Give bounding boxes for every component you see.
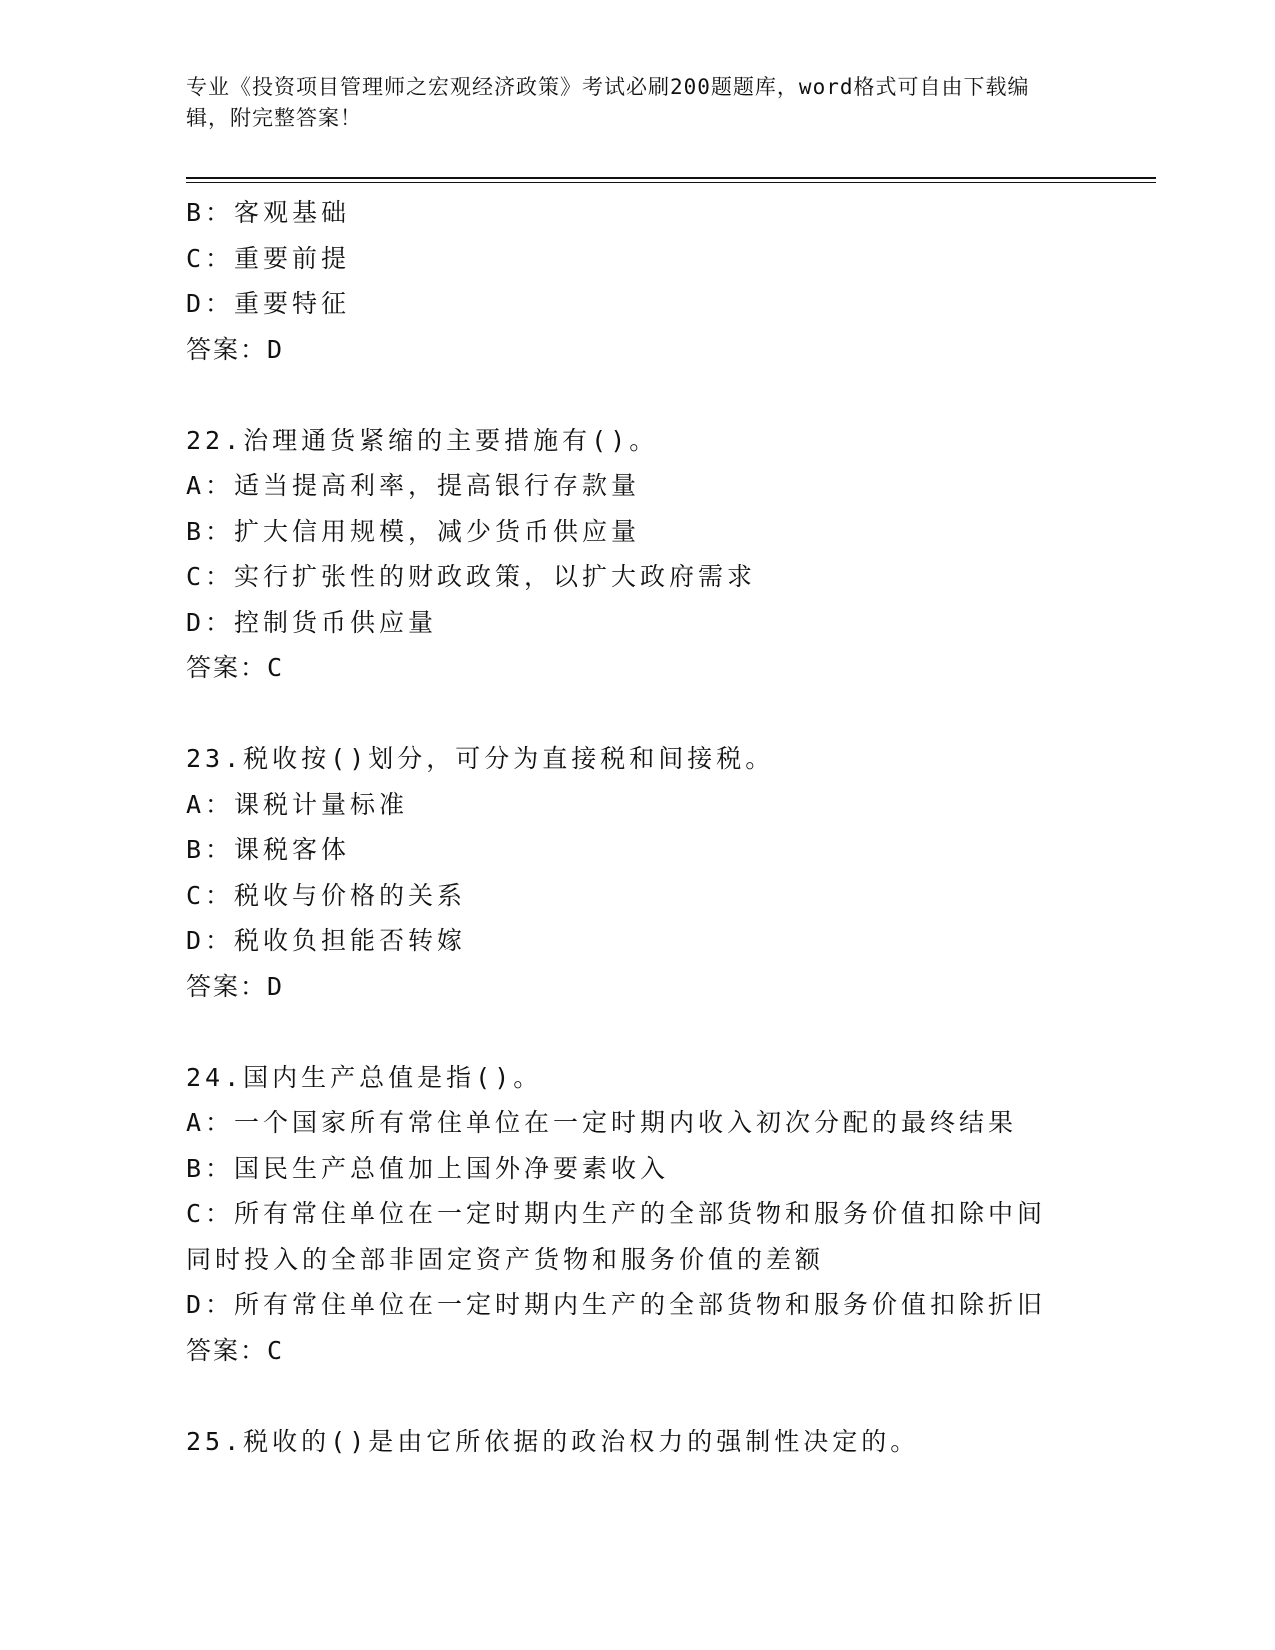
option-c: C：实行扩张性的财政政策，以扩大政府需求 — [186, 562, 757, 591]
option-d: D：控制货币供应量 — [186, 607, 438, 637]
option-d: D：重要特征 — [186, 289, 351, 318]
option-c: C：重要前提 — [186, 243, 351, 273]
option-b: B：国民生产总值加上国外净要素收入 — [186, 1153, 670, 1183]
option-a: A：课税计量标准 — [186, 789, 409, 819]
option-b: B：扩大信用规模，减少货币供应量 — [186, 516, 641, 546]
question-23: 23.税收按()划分，可分为直接税和间接税。 — [186, 744, 775, 773]
answer-line: 答案：C — [186, 1335, 285, 1365]
option-a: A：一个国家所有常住单位在一定时期内收入初次分配的最终结果 — [186, 1108, 1018, 1137]
option-a: A：适当提高利率，提高银行存款量 — [186, 471, 641, 500]
header-rule-thick — [186, 177, 1156, 179]
question-list — [186, 190, 1086, 1464]
document-page — [186, 0, 1156, 1650]
option-b: B：客观基础 — [186, 198, 351, 227]
option-d: D：所有常住单位在一定时期内生产的全部货物和服务价值扣除折旧 — [186, 1290, 1047, 1319]
option-b: B：课税客体 — [186, 835, 351, 864]
question-24: 24.国内生产总值是指()。 — [186, 1062, 543, 1092]
document-header: 专业《投资项目管理师之宏观经济政策》考试必刷200题题库，word格式可自由下载编辑，附完整答案！ — [186, 75, 1030, 130]
header-rule-thin — [186, 182, 1156, 183]
question-25: 25.税收的()是由它所依据的政治权力的强制性决定的。 — [186, 1426, 920, 1456]
option-d: D：税收负担能否转嫁 — [186, 926, 467, 955]
answer-line: 答案：D — [186, 334, 285, 364]
answer-line: 答案：C — [186, 653, 285, 682]
question-22: 22.治理通货紧缩的主要措施有()。 — [186, 425, 659, 455]
option-c: C：税收与价格的关系 — [186, 880, 467, 910]
answer-line: 答案：D — [186, 971, 285, 1001]
option-c: C：所有常住单位在一定时期内生产的全部货物和服务价值扣除中间同时投入的全部非固定资产货物和服务价值的差额 — [186, 1199, 1047, 1274]
